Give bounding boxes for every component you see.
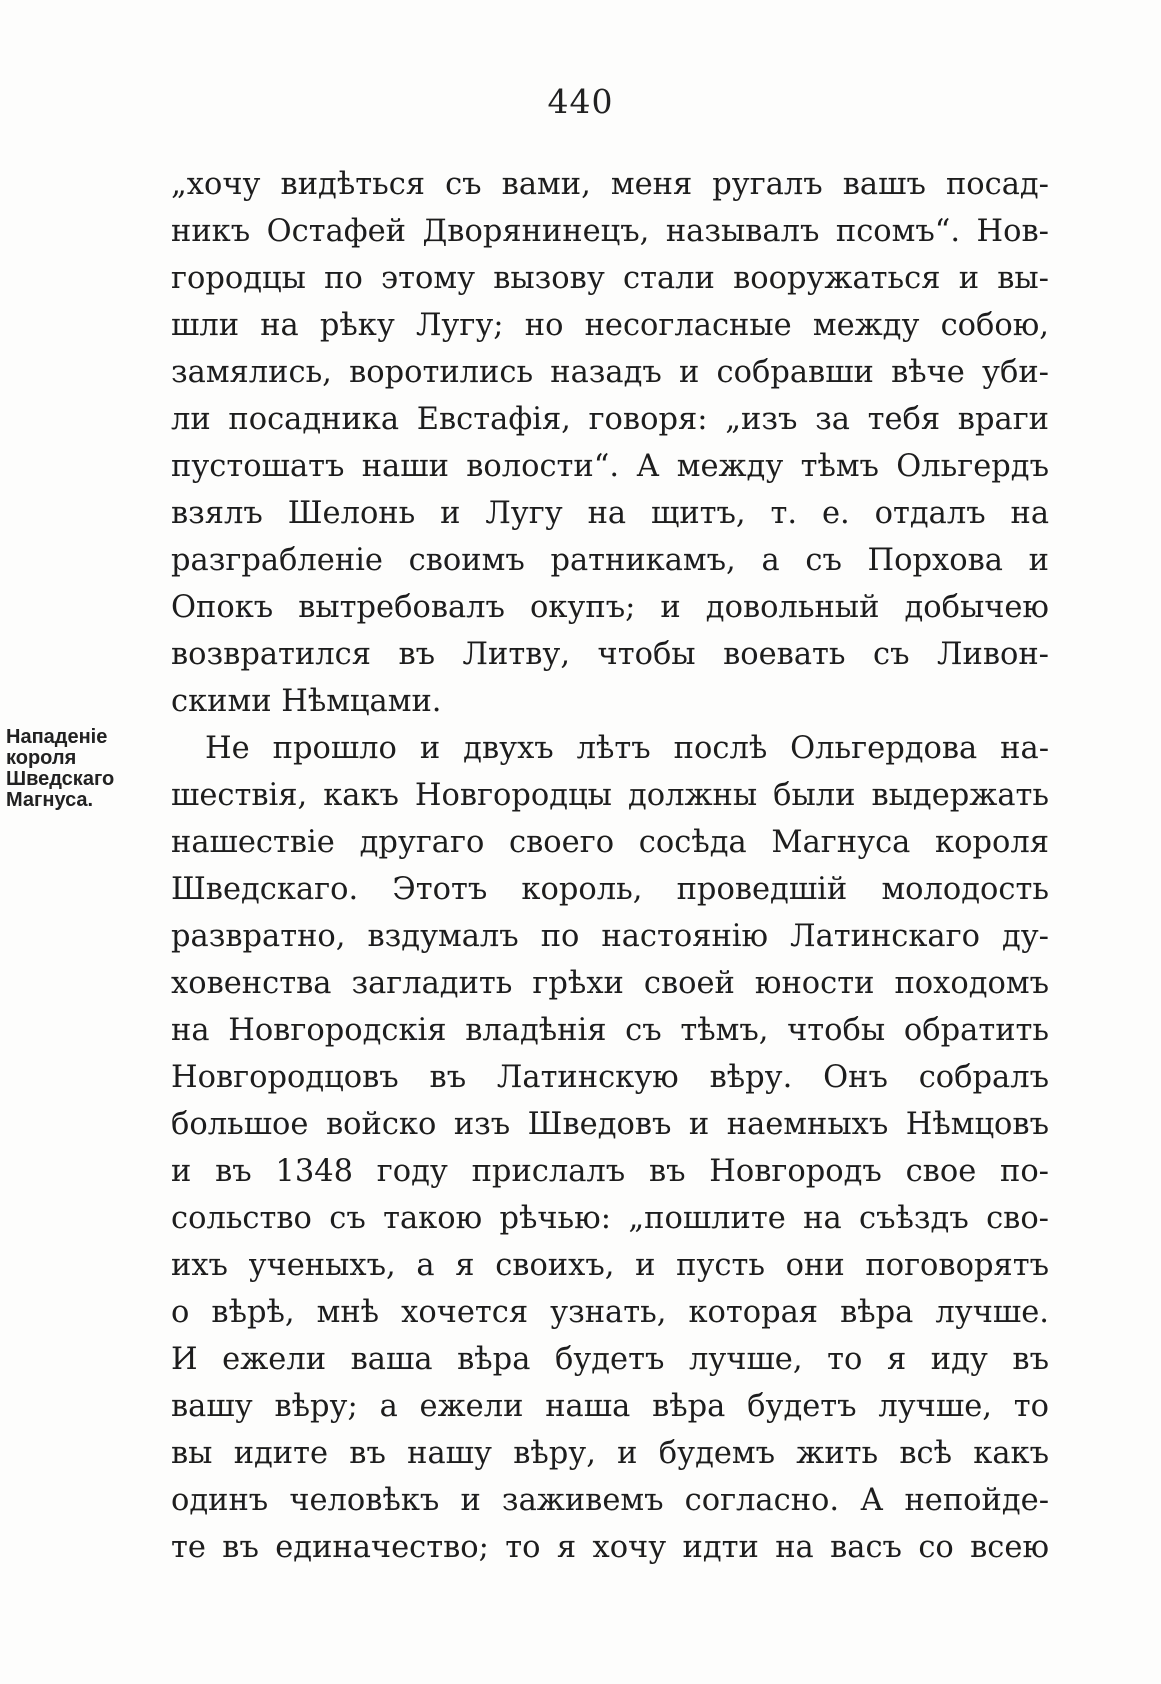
text-line: нашествіе другаго своего сосѣда Магнуса короля [171, 825, 1049, 860]
margin-note-line: короля [6, 747, 77, 769]
page-number: 440 [547, 82, 614, 121]
text-line: те въ единачество; то я хочу идти на васъ со всею [171, 1530, 1049, 1565]
margin-note-line: Нападеніе [6, 726, 108, 748]
margin-note-line: Магнуса. [6, 789, 94, 811]
text-line: Новгородцовъ въ Латинскую вѣру. Онъ собралъ [171, 1060, 1049, 1095]
paragraph-first-line: Не прошло и двухъ лѣтъ послѣ Ольгердова на- [205, 731, 1049, 766]
text-line: и въ 1348 году прислалъ въ Новгородъ свое по- [171, 1154, 1049, 1189]
text-line: „хочу видѣться съ вами, меня ругалъ вашъ посад- [171, 167, 1049, 202]
text-line: развратно, вздумалъ по настоянію Латинскаго ду- [171, 919, 1049, 954]
text-line: ховенства загладить грѣхи своей юности походомъ [171, 966, 1049, 1001]
text-line: возвратился въ Литву, чтобы воевать съ Ливон- [171, 637, 1049, 672]
text-line: сольство съ такою рѣчью: „пошлите на съѣздъ сво- [171, 1201, 1049, 1236]
text-line: замялись, воротились назадъ и собравши вѣче уби- [171, 355, 1049, 390]
text-line: пустошатъ наши волости“. А между тѣмъ Ольгердъ [171, 449, 1049, 484]
text-line: Шведскаго. Этотъ король, проведшій молодость [171, 872, 1049, 907]
text-line: вашу вѣру; а ежели наша вѣра будетъ лучше, то [171, 1389, 1049, 1424]
text-line: большое войско изъ Шведовъ и наемныхъ Нѣмцовъ [171, 1107, 1049, 1142]
text-line: скими Нѣмцами. [171, 684, 442, 719]
text-line: вы идите въ нашу вѣру, и будемъ жить всѣ какъ [171, 1436, 1049, 1471]
margin-note-line: Шведскаго [6, 768, 115, 790]
text-line: одинъ человѣкъ и заживемъ согласно. А непойде- [171, 1483, 1049, 1518]
text-line: о вѣрѣ, мнѣ хочется узнать, которая вѣра лучше. [171, 1295, 1049, 1330]
text-line: шли на рѣку Лугу; но несогласные между собою, [171, 308, 1049, 343]
text-line: ли посадника Евстафія, говоря: „изъ за тебя враги [171, 402, 1049, 437]
text-line: разграбленіе своимъ ратникамъ, а съ Порхова и [171, 543, 1049, 578]
text-line: И ежели ваша вѣра будетъ лучше, то я иду въ [171, 1342, 1049, 1377]
text-line: на Новгородскія владѣнія съ тѣмъ, чтобы обратить [171, 1013, 1049, 1048]
text-line: Опокъ вытребовалъ окупъ; и довольный добычею [171, 590, 1049, 625]
margin-note [6, 727, 156, 811]
text-line: городцы по этому вызову стали вооружаться и вы- [171, 261, 1049, 296]
body-text [171, 161, 1049, 1571]
text-line: взялъ Шелонь и Лугу на щитъ, т. е. отдалъ на [171, 496, 1049, 531]
text-line: шествія, какъ Новгородцы должны были выдержать [171, 778, 1049, 813]
text-line: ихъ ученыхъ, а я своихъ, и пусть они поговорятъ [171, 1248, 1049, 1283]
text-line: никъ Остафей Дворянинецъ, называлъ псомъ“. Нов- [171, 214, 1049, 249]
